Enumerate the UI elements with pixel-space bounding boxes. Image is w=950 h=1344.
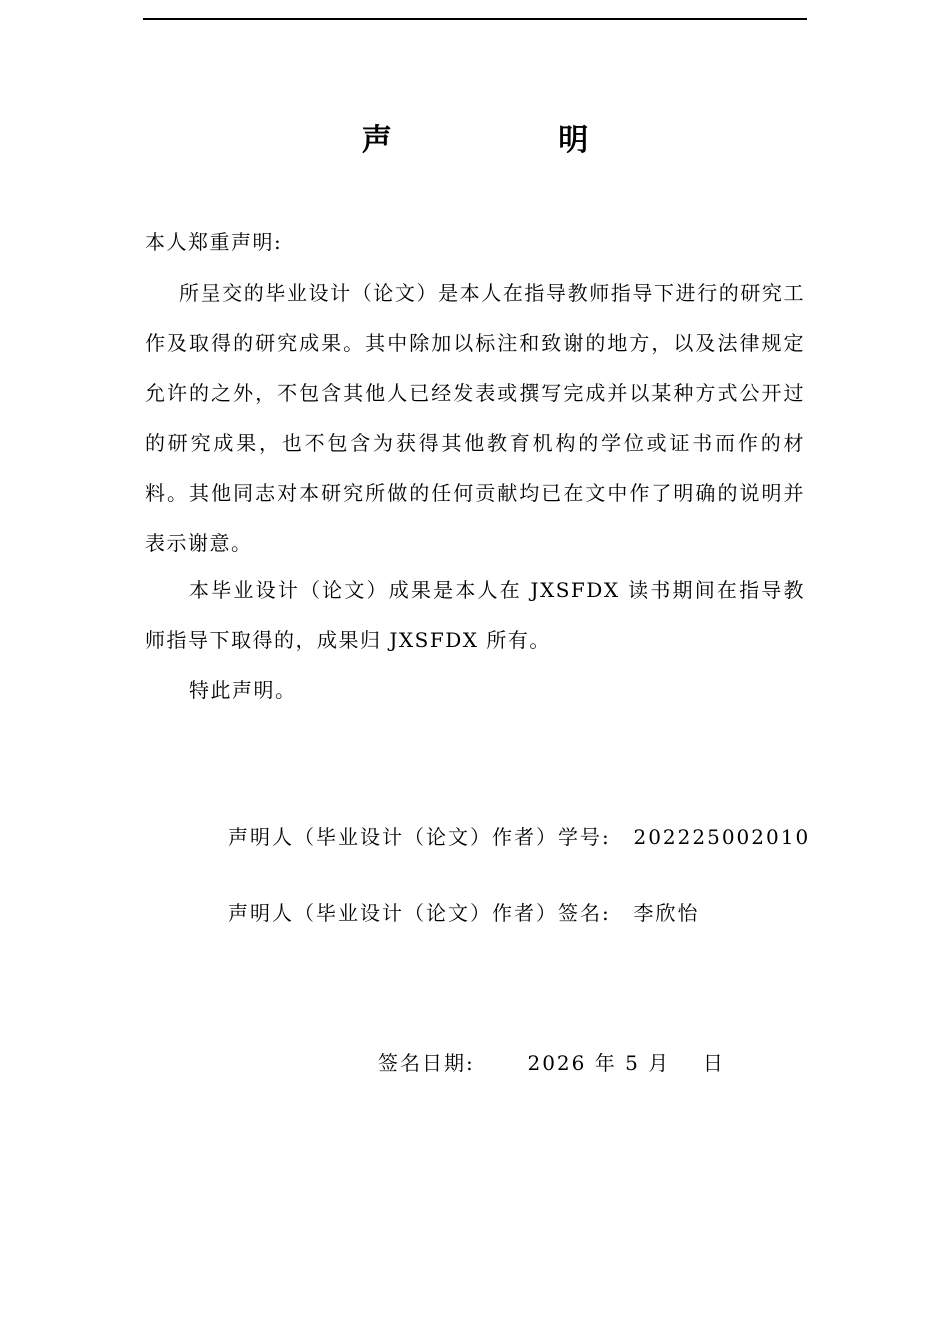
- student-id-value: 202225002010: [633, 825, 811, 849]
- student-id-line: [228, 821, 810, 853]
- date-label: 签名日期:: [378, 1051, 475, 1075]
- date-month: 5: [625, 1051, 640, 1075]
- date-month-unit: 月: [648, 1051, 671, 1075]
- date-day-unit: 日: [702, 1051, 725, 1075]
- signature-label: 声明人（毕业设计（论文）作者）签名:: [228, 901, 611, 925]
- date-year: 2026: [527, 1051, 587, 1075]
- student-id-label: 声明人（毕业设计（论文）作者）学号:: [228, 825, 611, 849]
- page-title: 声 明: [361, 123, 667, 158]
- signature-value: 李欣怡: [633, 901, 700, 925]
- signature-date-line: [378, 1047, 725, 1079]
- opening-statement: 本人郑重声明:: [145, 230, 283, 254]
- declaration-paragraph-1: 所呈交的毕业设计（论文）是本人在指导教师指导下进行的研究工作及取得的研究成果。其中除加以标注和致谢的地方，以及法律规定允许的之外，不包含其他人已经发表或撰写完成并以某种方式公开过的研究成果，也不包含为获得其他教育机构的学位或证书而作的材料。其他同志对本研究所做的任何贡献均已在文中作了明确的说明并表示谢意。: [145, 281, 805, 555]
- signature-line: [228, 897, 699, 929]
- declaration-closing: 特此声明。: [189, 678, 297, 702]
- declaration-paragraph-2: 本毕业设计（论文）成果是本人在 JXSFDX 读书期间在指导教师指导下取得的，成果归 JXSFDX 所有。: [145, 578, 805, 652]
- date-year-unit: 年: [594, 1051, 617, 1075]
- header-rule: [143, 18, 807, 20]
